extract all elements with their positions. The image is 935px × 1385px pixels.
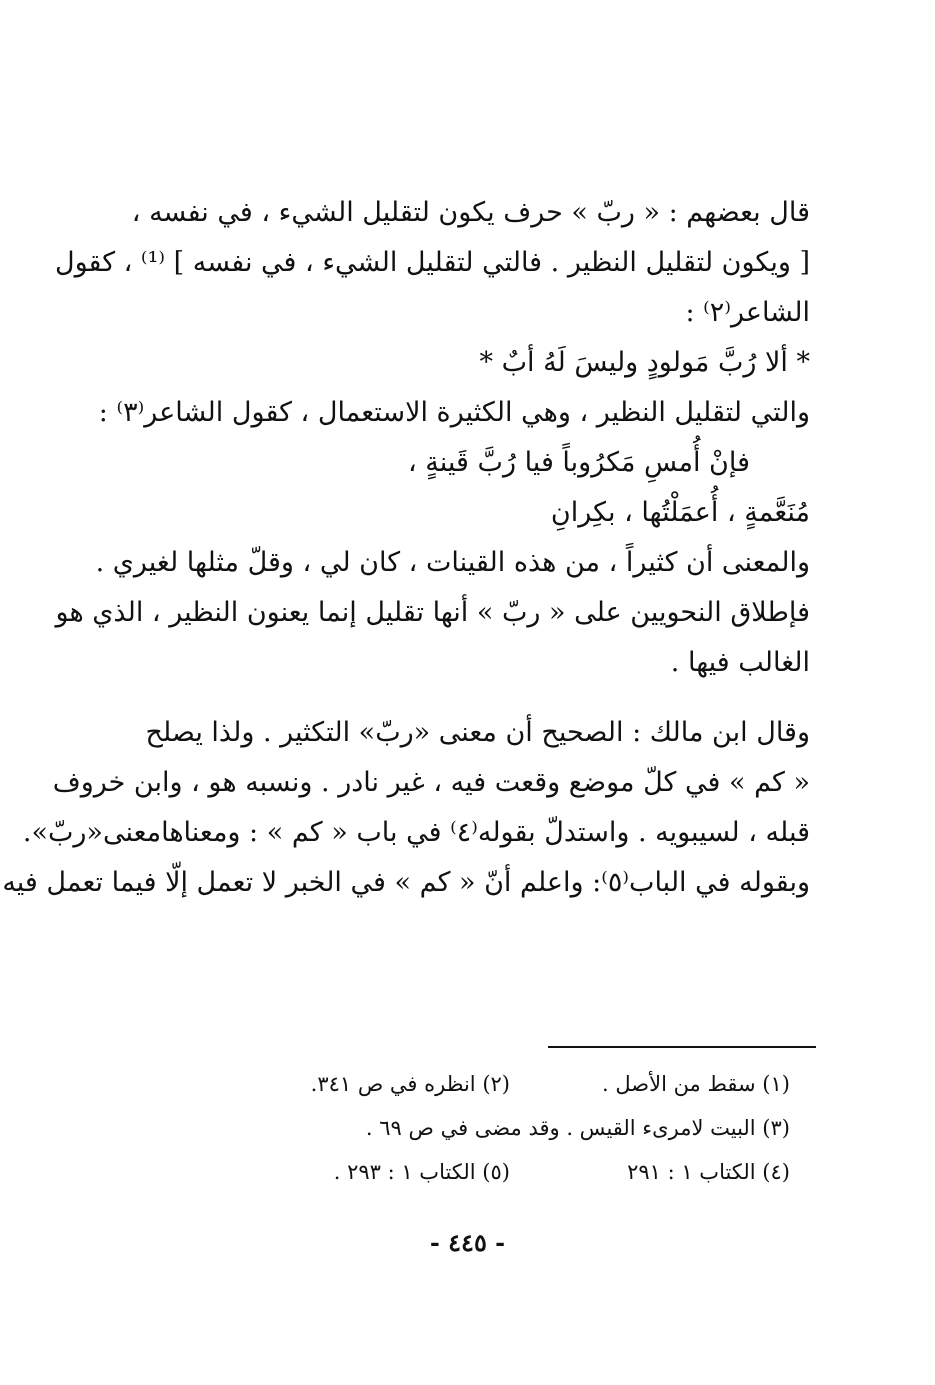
footnote-3: (٣) البيت لامرىء القيس . وقد مضى في ص ٦٩ .	[365, 1116, 790, 1140]
text-line: والتي لتقليل النظير ، وهي الكثيرة الاستعمال ، كقول الشاعر⁽٣⁾ :	[98, 397, 810, 428]
text-line: وقال ابن مالك : الصحيح أن معنى «ربّ» التكثير . ولذا يصلح	[145, 717, 810, 748]
text-line: الغالب فيها .	[670, 647, 810, 678]
text-line: الشاعر⁽٢⁾ :	[685, 297, 810, 328]
text-line: فإطلاق النحويين على « ربّ » أنها تقليل إنما يعنون النظير ، الذي هو	[55, 597, 810, 628]
footnote-2: (٢) انظره في ص ٣٤١.	[310, 1072, 510, 1096]
text-line: والمعنى أن كثيراً ، من هذه القينات ، كان لي ، وقلّ مثلها لغيري .	[95, 547, 810, 578]
footnote-row	[230, 1062, 790, 1106]
text-line: « كم » في كلّ موضع وقعت فيه ، غير نادر . ونسبه هو ، وابن خروف	[52, 767, 810, 798]
footnote-row	[230, 1106, 790, 1150]
footnotes	[230, 1062, 790, 1194]
footnote-5: (٥) الكتاب ١ : ٢٩٣ .	[333, 1160, 510, 1184]
main-text	[2, 188, 810, 908]
page-number: - ٤٤٥ -	[429, 1228, 506, 1257]
footnote-4: (٤) الكتاب ١ : ٢٩١	[627, 1160, 790, 1184]
text-line: وبقوله في الباب⁽٥⁾: واعلم أنّ « كم » في الخبر لا تعمل إلّا فيما تعمل فيه	[2, 867, 810, 898]
text-line: [ ويكون لتقليل النظير . فالتي لتقليل الشيء ، في نفسه ] ⁽¹⁾ ، كقول	[54, 247, 810, 278]
text-line: قبله ، لسيبويه . واستدلّ بقوله⁽٤⁾ في باب « كم » : ومعناهامعنى«ربّ».	[22, 817, 810, 848]
footnote-divider	[548, 1046, 816, 1048]
verse-hemistich-second: مُنَعَّمةٍ ، أُعمَلْتُها ، بكِرانِ	[550, 497, 810, 528]
verse-hemistich-first: فإنْ أُمسِ مَكرُوباً فيا رُبَّ قَينةٍ ،	[407, 447, 750, 478]
verse-line: * ألا رُبَّ مَولودٍ وليسَ لَهُ أبٌ *	[479, 347, 810, 378]
paragraph-gap	[160, 688, 810, 708]
footnote-row	[230, 1150, 790, 1194]
text-line: قال بعضهم : « ربّ » حرف يكون لتقليل الشيء ، في نفسه ،	[131, 197, 810, 228]
footnote-1: (١) سقط من الأصل .	[602, 1072, 790, 1096]
